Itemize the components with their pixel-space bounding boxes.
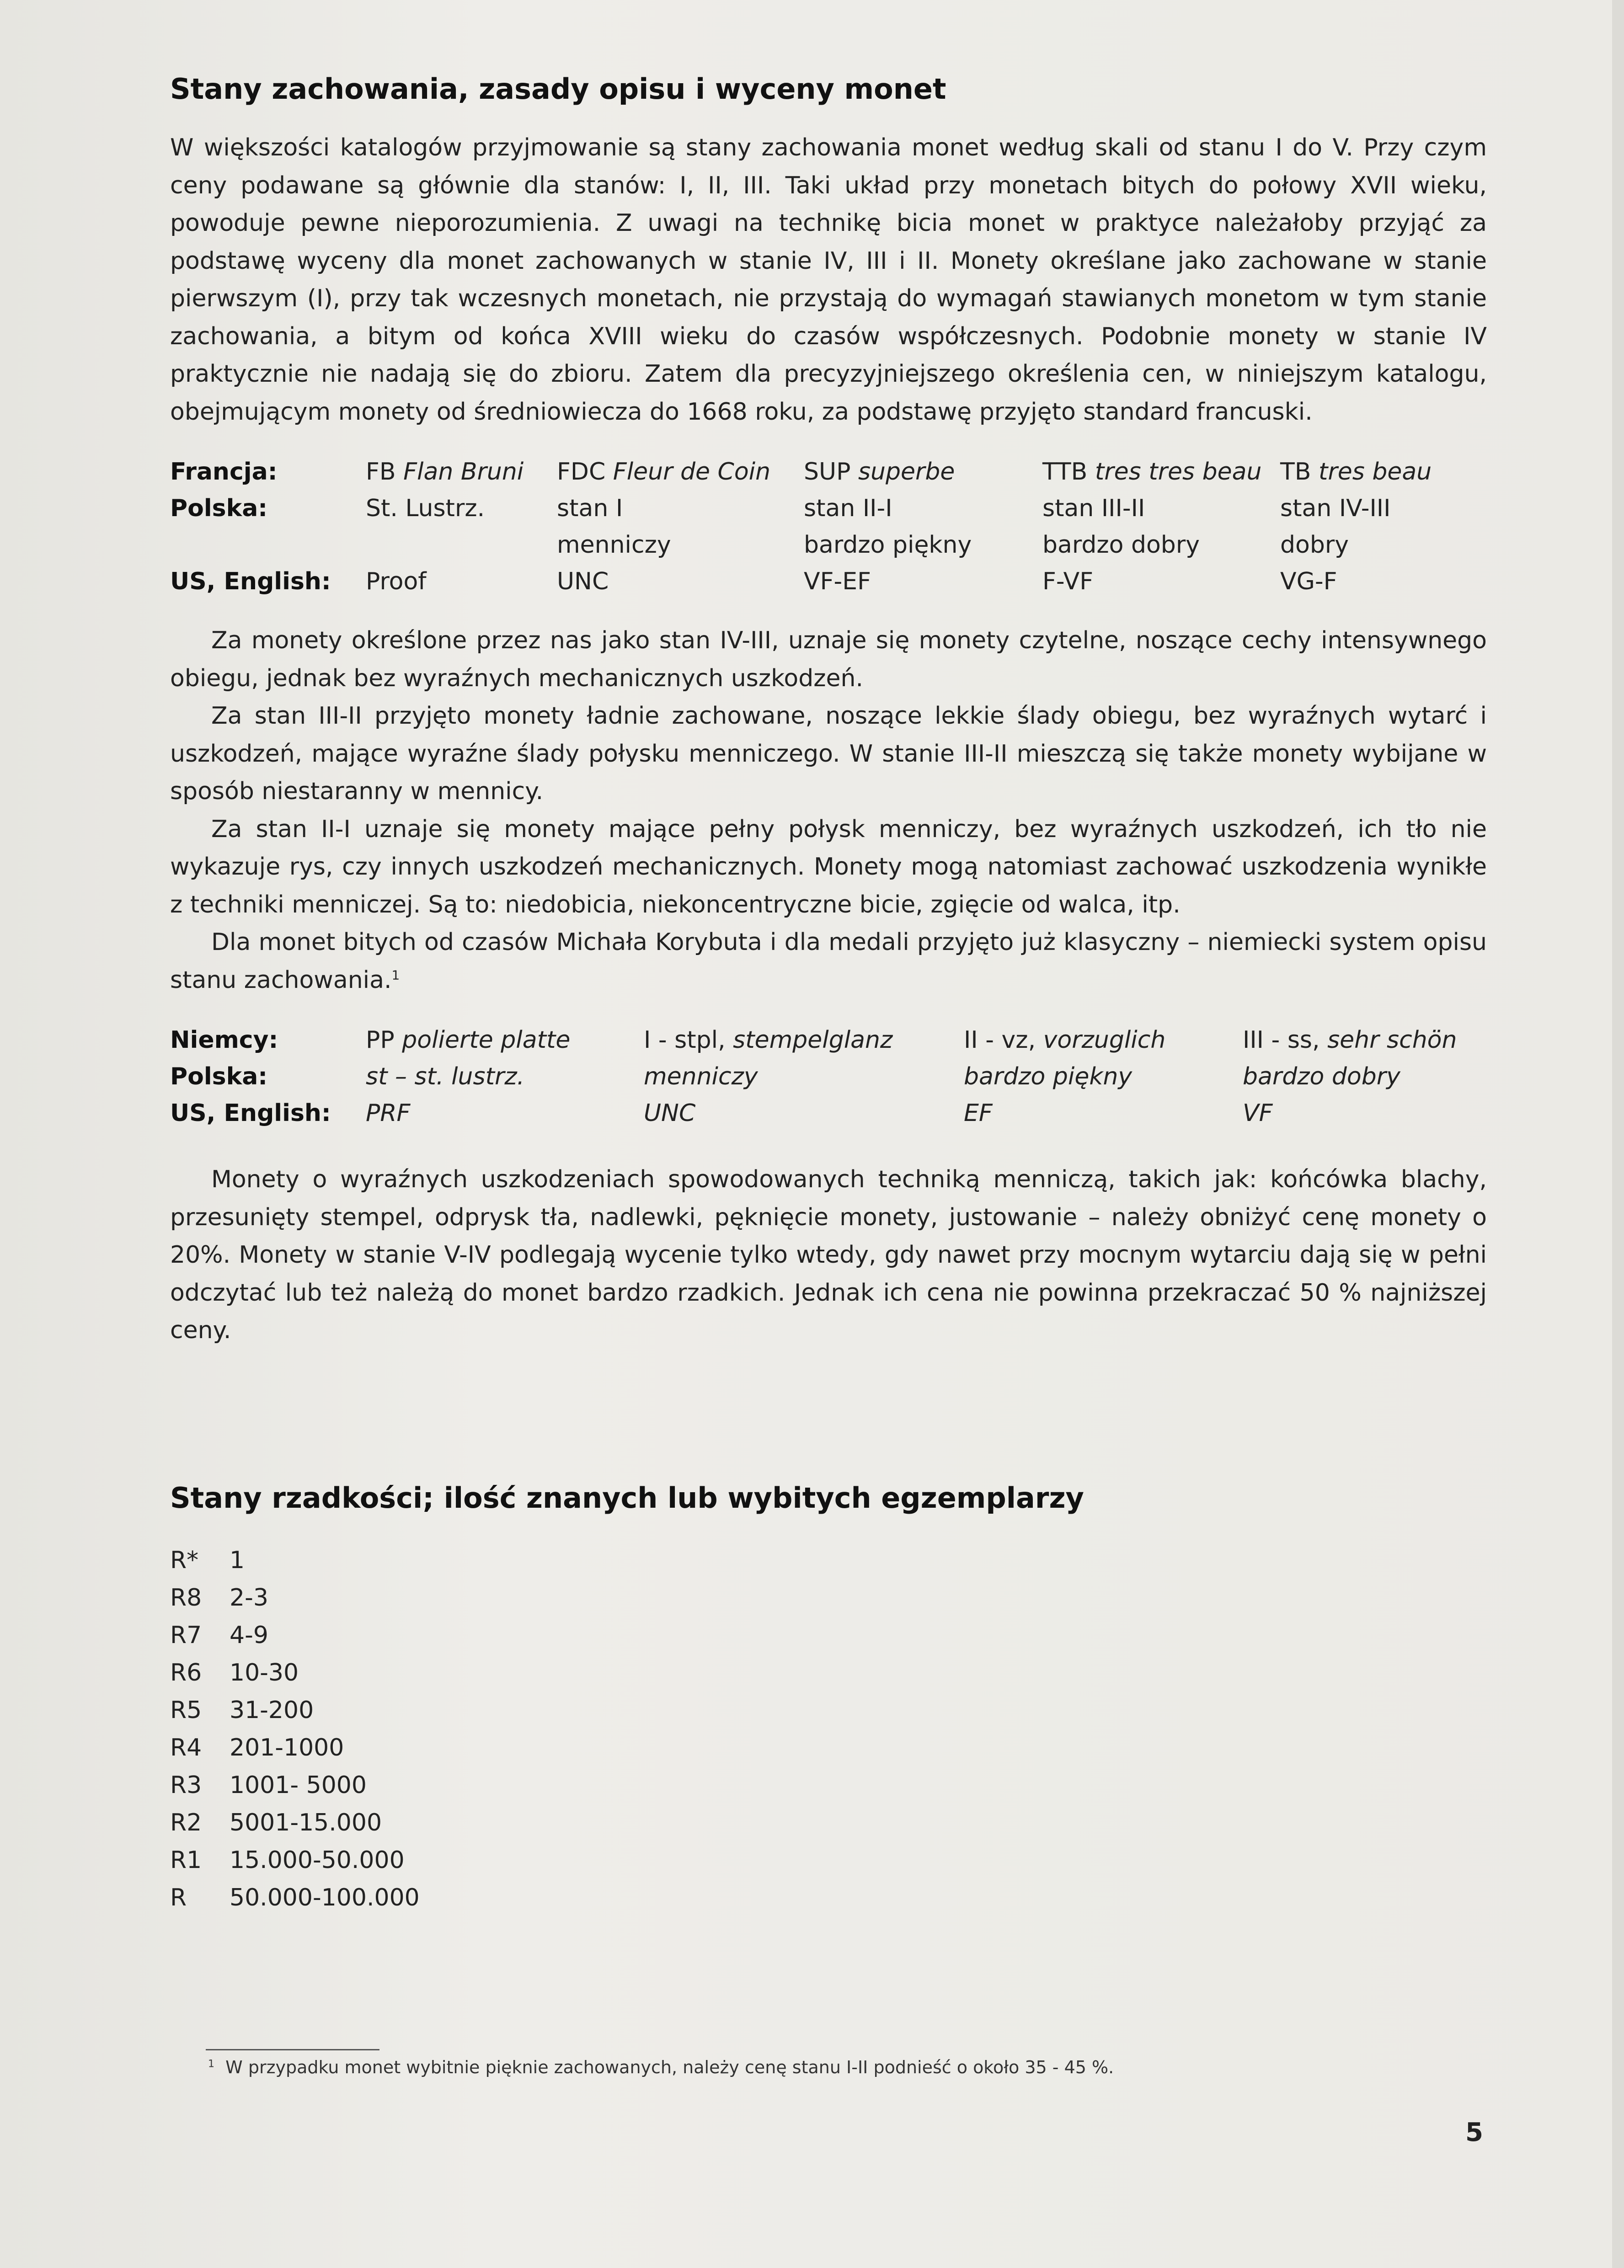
grade-cell	[366, 1022, 644, 1058]
grade-cell: F-VF	[1042, 568, 1094, 595]
rarity-range: 201-1000	[230, 1734, 344, 1761]
grade-cell: stan II-I bardzo piękny	[804, 495, 972, 559]
footnote	[208, 2057, 1114, 2077]
row-label: Francja:	[170, 458, 278, 486]
table-row-us	[170, 1095, 1480, 1131]
rarity-range: 1001- 5000	[230, 1771, 367, 1799]
grade-cell: stan I menniczy	[557, 495, 671, 559]
grade-cell: st – st. lustrz.	[366, 1063, 525, 1090]
german-grades-table	[170, 1022, 1480, 1131]
table-row-germany	[170, 1022, 1480, 1058]
grade-cell	[1243, 1022, 1480, 1058]
rarity-code: R	[170, 1884, 187, 1911]
footnote-separator	[206, 2049, 379, 2050]
grade-cell	[557, 454, 804, 490]
rarity-row	[170, 1692, 504, 1729]
grade-name: polierte platte	[402, 1026, 571, 1054]
rarity-row	[170, 1579, 504, 1617]
rarity-code: R6	[170, 1659, 202, 1686]
grade-code: FB	[366, 458, 396, 486]
footnote-text: W przypadku monet wybitnie pięknie zachowanych, należy cenę stanu I-II podnieść o około 35 - 45 %.	[225, 2057, 1114, 2077]
rarity-code: R3	[170, 1771, 202, 1799]
main-content	[170, 69, 1487, 1916]
rarity-row	[170, 1879, 504, 1916]
rarity-code: R2	[170, 1809, 202, 1836]
paragraph-iv-iii: Za monety określone przez nas jako stan IV-III, uznaje się monety czytelne, noszące cechy intensywnego obiegu, jednak bez wyraźnych mechanicznych uszkodzeń.	[170, 627, 1487, 692]
rarity-range: 4-9	[230, 1621, 268, 1649]
rarity-code: R4	[170, 1734, 202, 1761]
rarity-code: R5	[170, 1696, 202, 1724]
grade-code: FDC	[557, 458, 606, 486]
grade-cell: VG-F	[1280, 568, 1337, 595]
grade-code: SUP	[804, 458, 851, 486]
row-label: US, English:	[170, 1099, 331, 1127]
rarity-row	[170, 1804, 504, 1841]
rarity-row	[170, 1841, 504, 1879]
rarity-row	[170, 1617, 504, 1654]
section-title-rarity: Stany rzadkości; ilość znanych lub wybitych egzemplarzy	[170, 1481, 1084, 1515]
rarity-range: 31-200	[230, 1696, 314, 1724]
row-label: US, English:	[170, 568, 331, 595]
rarity-code: R8	[170, 1584, 202, 1612]
row-label: Polska:	[170, 495, 268, 522]
rarity-range: 50.000-100.000	[230, 1884, 420, 1911]
grade-cell: menniczy	[644, 1063, 758, 1090]
intro-paragraph: W większości katalogów przyjmowanie są stany zachowania monet według skali od stanu I do V. Przy czym ceny podawane są głównie dla stanów: I, II, III. Taki układ przy monetach bitych do połowy XVII wieku, powoduje pewne nieporozumienia. Z uwagi na technikę bicia monet w praktyce należałoby przyjąć za podstawę wyceny dla monet zachowanych w stanie IV, III i II. Monety określane jako zachowane w stanie pierwszym (I), przy tak wczesnych monetach, nie przystają do wymagań stawianych monetom w tym stanie zachowania, a bitym od końca XVIII wieku do czasów współczesnych. Podobnie monety w stanie IV praktycznie nie nadają się do zbioru. Zatem dla precyzyjniejszego określenia cen, w niniejszym katalogu, obejmującym monety od średniowiecza do 1668 roku, za podstawę przyjęto standard francuski.	[170, 134, 1487, 426]
grade-cell: St. Lustrz.	[366, 495, 485, 522]
grade-cell: bardzo dobry	[1243, 1063, 1400, 1090]
grade-cell: PRF	[366, 1099, 411, 1127]
rarity-range: 2-3	[230, 1584, 268, 1612]
page-number: 5	[1465, 2118, 1483, 2147]
table-row-poland	[170, 490, 1481, 563]
grade-cell: UNC	[557, 568, 609, 595]
rarity-range: 5001-15.000	[230, 1809, 382, 1836]
grade-name: vorzuglich	[1043, 1026, 1166, 1054]
rarity-row	[170, 1542, 504, 1579]
grade-cell: VF-EF	[804, 568, 871, 595]
grade-cell	[964, 1022, 1243, 1058]
grade-cell	[644, 1022, 964, 1058]
grade-cell: EF	[964, 1099, 993, 1127]
grade-code: TTB	[1042, 458, 1088, 486]
rarity-code: R*	[170, 1546, 199, 1574]
grade-cell: Proof	[366, 568, 427, 595]
rarity-code: R7	[170, 1621, 202, 1649]
rarity-range: 10-30	[230, 1659, 299, 1686]
rarity-range: 1	[230, 1546, 245, 1574]
grade-cell	[804, 454, 1042, 490]
row-label: Polska:	[170, 1063, 268, 1090]
table-row-france	[170, 454, 1481, 490]
grade-code: PP	[366, 1026, 395, 1054]
section-title-condition: Stany zachowania, zasady opisu i wyceny monet	[170, 72, 946, 106]
grade-code: III - ss,	[1243, 1026, 1320, 1054]
rarity-row	[170, 1729, 504, 1766]
grade-code: TB	[1280, 458, 1311, 486]
grade-name: superbe	[858, 458, 955, 486]
page-edge	[1612, 0, 1624, 2268]
grade-cell: VF	[1243, 1099, 1273, 1127]
grade-name: tres beau	[1318, 458, 1432, 486]
grade-cell	[1280, 454, 1481, 490]
grade-cell: stan IV-III dobry	[1280, 495, 1391, 559]
table-row-us	[170, 563, 1481, 600]
paragraph-iii-ii: Za stan III-II przyjęto monety ładnie zachowane, noszące lekkie ślady obiegu, bez wyraźnych wytarć i uszkodzeń, mające wyraźne ślady połysku menniczego. W stanie III-II mieszczą się także monety wybijane w sposób niestaranny w mennicy.	[170, 702, 1487, 805]
grade-name: sehr schön	[1327, 1026, 1457, 1054]
paragraph-mint-defects: Monety o wyraźnych uszkodzeniach spowodowanych techniką menniczą, takich jak: końcówka blachy, przesunięty stempel, odprysk tła, nadlewki, pęknięcie monety, justowanie – należy obniżyć cenę monety o 20%. Monety w stanie V-IV podlegają wycenie tylko wtedy, gdy nawet przy mocnym wytarciu dają się w pełni odczytać lub też należą do monet bardzo rzadkich. Jednak ich cena nie powinna przekraczać 50 % najniższej ceny.	[170, 1166, 1487, 1344]
grade-cell: stan III-II bardzo dobry	[1042, 495, 1200, 559]
rarity-range: 15.000-50.000	[230, 1846, 405, 1874]
grade-name: Fleur de Coin	[613, 458, 771, 486]
row-label: Niemcy:	[170, 1026, 278, 1054]
paragraph-ii-i: Za stan II-I uznaje się monety mające pełny połysk menniczy, bez wyraźnych uszkodzeń, ich tło nie wykazuje rys, czy innych uszkodzeń mechanicznych. Monety mogą natomiast zachować uszkodzenia wynikłe z techniki menniczej. Są to: niedobicia, niekoncentryczne bicie, zgięcie od walca, itp.	[170, 815, 1487, 918]
grade-name: tres tres beau	[1095, 458, 1262, 486]
grade-code: II - vz,	[964, 1026, 1036, 1054]
paragraph-german-system: Dla monet bitych od czasów Michała Korybuta i dla medali przyjęto już klasyczny – niemiecki system opisu stanu zachowania.$^1$	[170, 929, 1487, 994]
table-row-poland	[170, 1058, 1480, 1095]
grade-cell: bardzo piękny	[964, 1063, 1133, 1090]
rarity-table	[170, 1542, 504, 1916]
grade-name: stempelglanz	[733, 1026, 893, 1054]
condition-grades-table	[170, 454, 1481, 600]
footnote-mark: 1	[208, 2058, 214, 2070]
rarity-row	[170, 1654, 504, 1692]
rarity-code: R1	[170, 1846, 202, 1874]
grade-cell	[1042, 454, 1280, 490]
grade-code: I - stpl,	[644, 1026, 726, 1054]
footnote-ref: 1	[391, 967, 400, 983]
grade-name: Flan Bruni	[403, 458, 524, 486]
grade-descriptions	[170, 622, 1487, 999]
rarity-row	[170, 1766, 504, 1804]
grade-cell: UNC	[644, 1099, 696, 1127]
grade-cell	[366, 454, 557, 490]
